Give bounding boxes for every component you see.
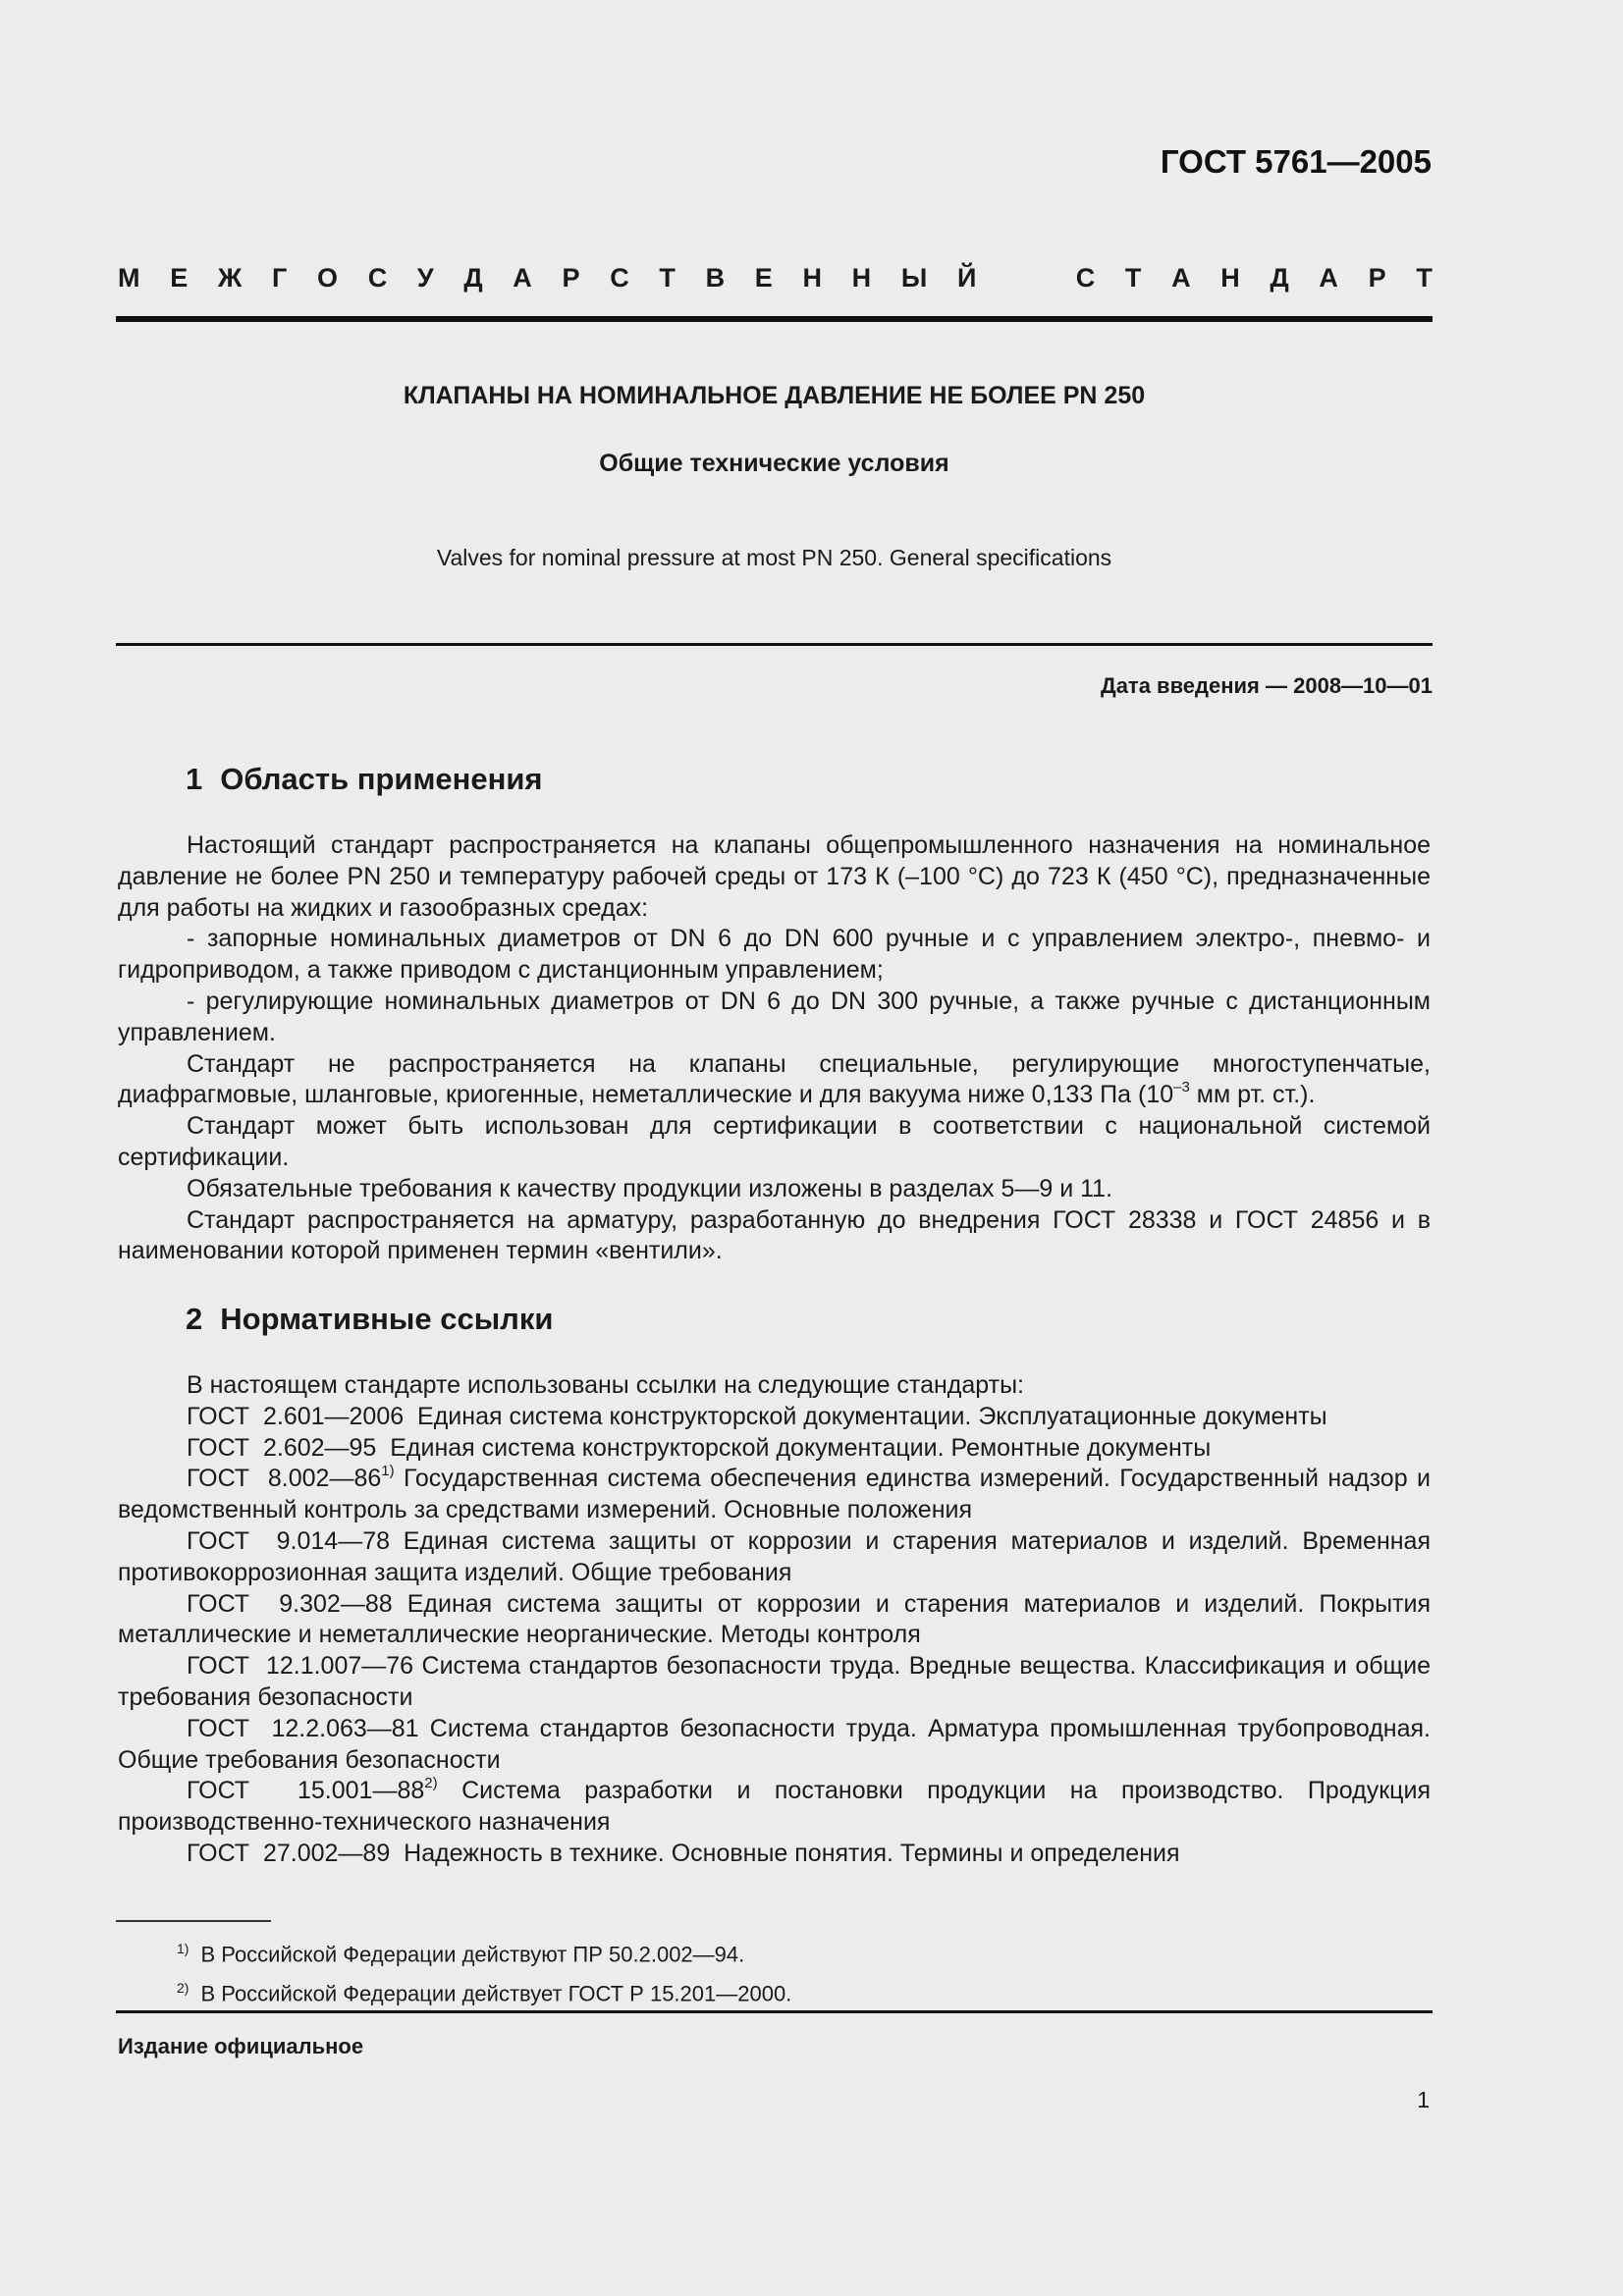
superscript: –3 xyxy=(1173,1079,1190,1096)
list-item: - регулирующие номинальных диаметров от DN 6 до DN 300 ручные, а также ручные с дистанционным управлением. xyxy=(118,987,1431,1046)
footnote-mark: 2) xyxy=(177,1980,189,1997)
banner-letter: Т xyxy=(1416,263,1433,293)
paragraph: Настоящий стандарт распространяется на клапаны общепромышленного назначения на номинальное давление не более PN 250 и температуру рабочей среды от 173 К (–100 °С) до 723 К (450 °С), предназначенные для работы на жидких и газообразных средах: xyxy=(118,831,1431,922)
page-number: 1 xyxy=(1417,2087,1430,2112)
reference-item xyxy=(118,1526,1431,1589)
section-number: 2 xyxy=(186,1302,203,1336)
paragraph: Стандарт распространяется на арматуру, разработанную до внедрения ГОСТ 28338 и ГОСТ 24856 и в наименовании которой применен термин «вентили». xyxy=(118,1205,1431,1265)
reference-title: Единая система защиты от коррозии и старения материалов и изделий. Покрытия металлические и неметаллические неорганические. Методы контроля xyxy=(118,1589,1431,1649)
paragraph xyxy=(118,1049,1431,1112)
reference-code: ГОСТ 27.002—89 xyxy=(187,1839,391,1867)
footnote-text: В Российской Федерации действуют ПР 50.2.002—94. xyxy=(200,1942,745,1967)
banner-letter: Т xyxy=(659,263,676,293)
footnote-text: В Российской Федерации действует ГОСТ Р 15.201—2000. xyxy=(200,1981,792,2006)
banner-letter: У xyxy=(416,263,434,293)
reference-item xyxy=(118,1651,1431,1714)
reference-code: ГОСТ 12.1.007—76 xyxy=(187,1652,414,1681)
date-of-introduction: Дата введения — 2008—10—01 xyxy=(1101,673,1433,698)
banner-letter: О xyxy=(316,263,338,293)
paragraph: В настоящем стандарте использованы ссылки на следующие стандарты: xyxy=(187,1371,1025,1399)
reference-title: Система стандартов безопасности труда. Арматура промышленная трубопроводная. Общие требования безопасности xyxy=(118,1714,1431,1774)
section-number: 1 xyxy=(186,762,203,796)
paragraph-text: Стандарт не распространяется на клапаны специальные, регулирующие многоступенчатые, диафрагмовые, шланговые, криогенные, неметаллические и для вакуума ниже 0,133 Па (10 xyxy=(118,1049,1431,1109)
standard-number: ГОСТ 5761—2005 xyxy=(1160,143,1432,180)
reference-title: Система стандартов безопасности труда. Вредные вещества. Классификация и общие требования безопасности xyxy=(118,1652,1431,1711)
banner-letter: Р xyxy=(562,263,580,293)
banner-letter: Ж xyxy=(217,263,243,293)
banner-gap xyxy=(1006,263,1046,294)
paragraph: Стандарт может быть использован для сертификации в соответствии с национальной системой сертификации. xyxy=(118,1112,1431,1171)
banner-letter: М xyxy=(118,263,140,293)
section-title: Область применения xyxy=(220,762,543,796)
reference-code: ГОСТ 9.302—88 xyxy=(187,1589,393,1618)
banner-letter: Н xyxy=(851,263,872,293)
banner-letter: А xyxy=(1171,263,1191,293)
reference-item xyxy=(118,1433,1431,1465)
reference-code: ГОСТ 2.602—95 xyxy=(187,1433,377,1462)
banner-letter: Ы xyxy=(900,263,928,293)
header-rule xyxy=(116,316,1433,322)
banner-letter: А xyxy=(513,263,532,293)
list-item: - запорные номинальных диаметров от DN 6 до DN 600 ручные и с управлением электро-, пневмо- и гидроприводом, а также приводом с дистанционным управлением; xyxy=(118,925,1431,985)
reference-code: ГОСТ 2.601—2006 xyxy=(187,1402,405,1430)
section-title: Нормативные ссылки xyxy=(220,1302,554,1336)
reference-item xyxy=(118,1402,1431,1433)
interstate-standard-banner xyxy=(118,263,1433,294)
section-2-heading xyxy=(186,1302,553,1337)
footnotes xyxy=(177,1932,791,2011)
official-edition-label: Издание официальное xyxy=(118,2034,364,2058)
reference-title: Надежность в технике. Основные понятия. Термины и определения xyxy=(390,1839,1180,1867)
reference-code: ГОСТ 12.2.063—81 xyxy=(187,1714,419,1742)
banner-letter: А xyxy=(1319,263,1338,293)
banner-letter: С xyxy=(367,263,388,293)
banner-letter: Г xyxy=(271,263,288,293)
banner-letter: Д xyxy=(1270,263,1289,293)
banner-letter: Е xyxy=(754,263,773,293)
footnote xyxy=(177,1971,791,2010)
footnote-rule xyxy=(116,1920,271,1922)
reference-code: ГОСТ 9.014—78 xyxy=(187,1526,391,1555)
banner-letter: Т xyxy=(1124,263,1142,293)
footer-rule xyxy=(116,2010,1433,2013)
banner-letter: С xyxy=(1075,263,1096,293)
paragraph: Обязательные требования к качеству продукции изложены в разделах 5—9 и 11. xyxy=(187,1174,1113,1202)
footnote-mark: 2) xyxy=(424,1775,438,1792)
banner-letter: В xyxy=(705,263,726,293)
section-1-body xyxy=(118,830,1431,1267)
banner-letter: Й xyxy=(956,263,977,293)
footnote-mark: 1) xyxy=(177,1941,189,1956)
reference-item xyxy=(118,1839,1431,1870)
document-title-english: Valves for nominal pressure at most PN 250. General specifications xyxy=(436,545,1112,570)
reference-code: ГОСТ 8.002—86 xyxy=(187,1465,382,1493)
reference-title: Единая система защиты от коррозии и старения материалов и изделий. Временная противокоррозионная защита изделий. Общие требования xyxy=(118,1526,1431,1586)
banner-letter: Н xyxy=(802,263,822,293)
reference-title: Единая система конструкторской документации. Эксплуатационные документы xyxy=(404,1402,1327,1430)
banner-letter: Е xyxy=(170,263,189,293)
section-2-body xyxy=(118,1370,1431,1870)
reference-item xyxy=(118,1464,1431,1526)
reference-title: Система разработки и постановки продукции на производство. Продукция производственно-технического назначения xyxy=(118,1777,1431,1837)
reference-item xyxy=(118,1589,1431,1652)
banner-letter: Д xyxy=(463,263,483,293)
title-rule xyxy=(116,643,1433,646)
reference-code: ГОСТ 15.001—88 xyxy=(187,1777,425,1805)
document-title: КЛАПАНЫ НА НОМИНАЛЬНОЕ ДАВЛЕНИЕ НЕ БОЛЕЕ PN 250 xyxy=(403,382,1146,409)
banner-letter: С xyxy=(610,263,629,293)
reference-item xyxy=(118,1776,1431,1839)
footnote xyxy=(177,1932,791,1971)
section-1-heading xyxy=(186,762,543,797)
document-subtitle: Общие технические условия xyxy=(599,450,949,477)
paragraph-text: мм рт. ст.). xyxy=(1189,1081,1316,1109)
footnote-mark: 1) xyxy=(381,1463,395,1480)
reference-item xyxy=(118,1714,1431,1777)
reference-title: Единая система конструкторской документации. Ремонтные документы xyxy=(376,1433,1212,1462)
banner-letter: Р xyxy=(1368,263,1386,293)
reference-title: Государственная система обеспечения единства измерений. Государственный надзор и ведомственный контроль за средствами измерений. Основные положения xyxy=(118,1465,1431,1524)
banner-letter: Н xyxy=(1220,263,1240,293)
